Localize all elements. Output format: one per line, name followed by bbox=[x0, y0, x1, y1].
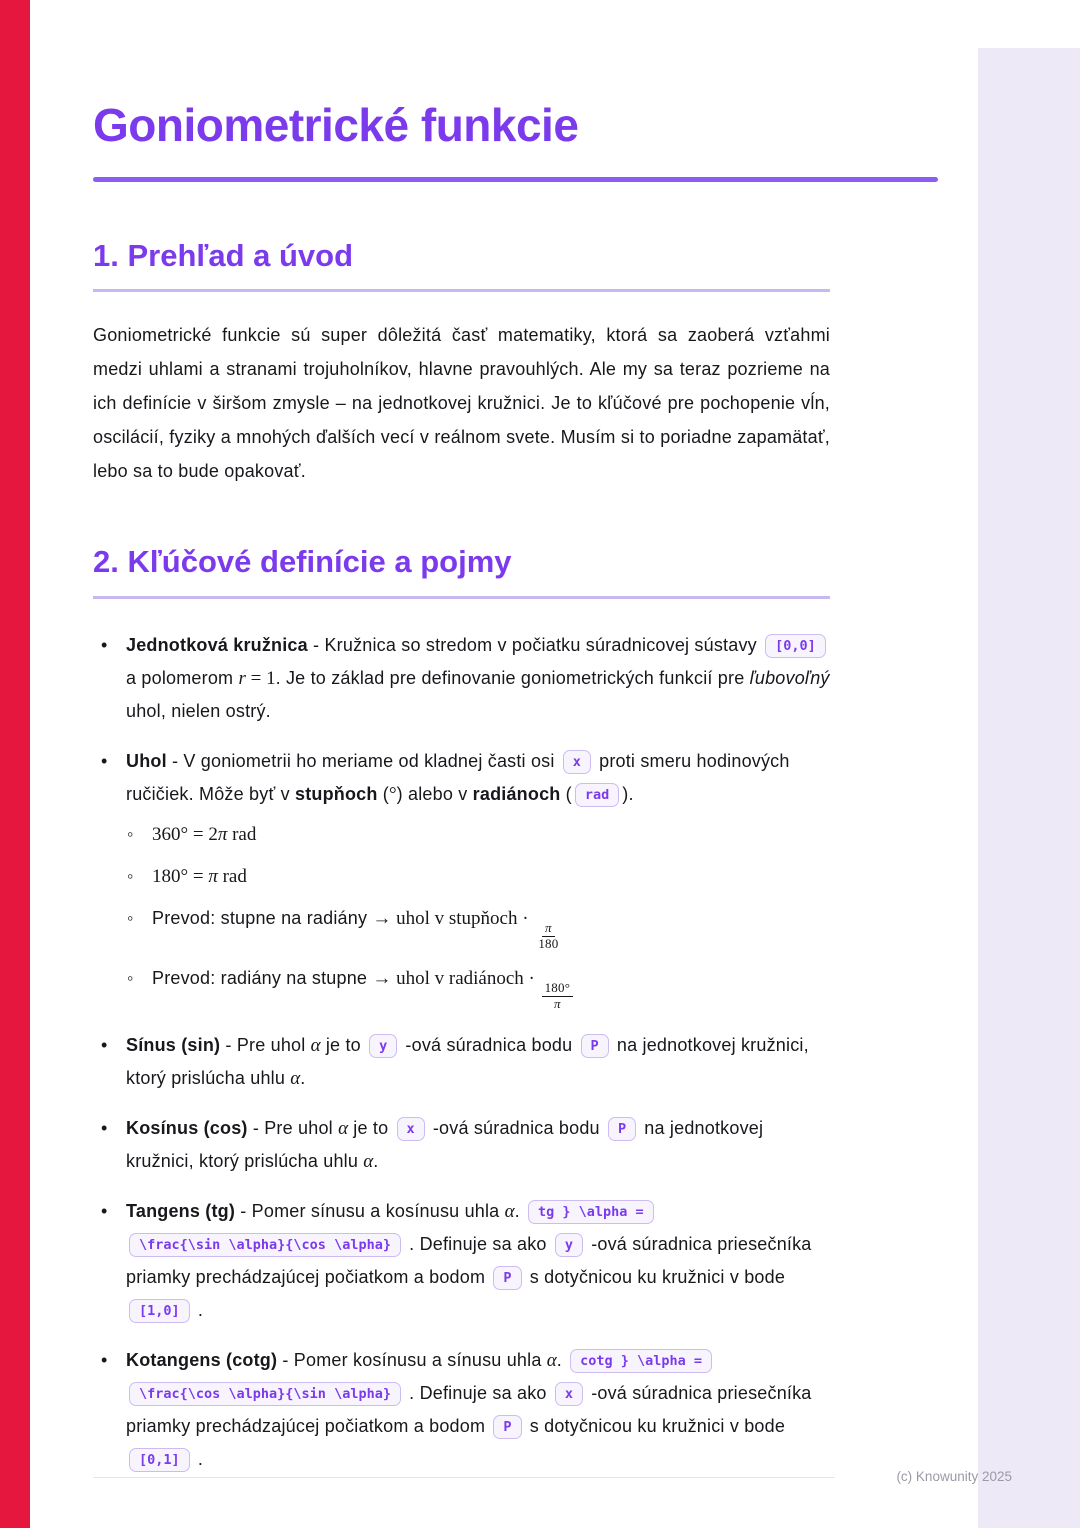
circle-bullet-icon: ◦ bbox=[127, 967, 134, 988]
text-run: - Kružnica so stredom v počiatku súradnicovej sústavy bbox=[307, 634, 763, 655]
list-item-tangens bbox=[93, 1195, 830, 1327]
uhol-sub-list bbox=[126, 819, 830, 1012]
code-chip: P bbox=[608, 1117, 636, 1141]
bold-word: radiánoch bbox=[472, 783, 561, 804]
text-run: ). bbox=[622, 783, 634, 804]
text-run: -ová súradnica bodu bbox=[427, 1117, 605, 1138]
text-run: . bbox=[192, 1448, 204, 1469]
math-text: rad bbox=[217, 865, 247, 887]
text-run: na jednotkovej kružnici, ktorý prislúcha uhlu bbox=[126, 1034, 809, 1088]
code-chip: [0,0] bbox=[765, 634, 826, 658]
list-item-uhol bbox=[93, 745, 830, 1012]
lavender-sidebar-strip bbox=[978, 48, 1080, 1528]
math-text: → uhol v stupňoch · bbox=[372, 907, 534, 929]
document-content bbox=[93, 0, 938, 1493]
term-label: Sínus (sin) bbox=[126, 1034, 221, 1055]
term-label: Uhol bbox=[126, 750, 167, 771]
code-chip: x bbox=[563, 750, 591, 774]
math-var: r bbox=[238, 667, 246, 689]
code-chip: P bbox=[493, 1266, 521, 1290]
code-chip: rad bbox=[575, 783, 619, 807]
code-chip: cotg } \alpha = bbox=[570, 1349, 712, 1373]
text-run: . Je to základ pre definovanie goniometrických funkcií pre bbox=[275, 667, 750, 688]
fraction-denominator: π bbox=[554, 995, 561, 1011]
math-var: α bbox=[363, 1150, 374, 1172]
bullet-icon: • bbox=[101, 1034, 108, 1055]
list-item-kosinus bbox=[93, 1112, 830, 1178]
code-chip: y bbox=[555, 1233, 583, 1257]
math-var: π bbox=[217, 823, 228, 845]
math-text: → uhol v radiánoch · bbox=[372, 967, 540, 989]
term-label: Kosínus (cos) bbox=[126, 1117, 248, 1138]
text-run: . Definuje sa ako bbox=[403, 1233, 552, 1254]
text-run: -ová súradnica priesečníka priamky prechádzajúcej počiatkom a bodom bbox=[126, 1382, 812, 1436]
red-edge-strip bbox=[0, 0, 30, 1528]
footer-divider bbox=[93, 1477, 835, 1478]
code-chip: [1,0] bbox=[129, 1299, 190, 1323]
bullet-icon: • bbox=[101, 750, 108, 771]
math-var: α bbox=[546, 1349, 557, 1371]
circle-bullet-icon: ◦ bbox=[127, 823, 134, 844]
degree-symbol: ° bbox=[389, 783, 397, 805]
fraction-numerator: π bbox=[542, 921, 555, 937]
text-run: . bbox=[300, 1067, 306, 1088]
fraction-denominator: 180 bbox=[538, 935, 559, 951]
math-var: π bbox=[208, 865, 218, 887]
text-run: . bbox=[192, 1299, 204, 1320]
text-run: -ová súradnica priesečníka priamky prechádzajúcej počiatkom a bodom bbox=[126, 1233, 812, 1287]
bullet-icon: • bbox=[101, 1117, 108, 1138]
term-label: Kotangens (cotg) bbox=[126, 1349, 278, 1370]
math-text: = 1 bbox=[245, 667, 276, 689]
text-run: -ová súradnica bodu bbox=[400, 1034, 578, 1055]
copyright-notice: (c) Knowunity 2025 bbox=[896, 1469, 1012, 1484]
text-run: - Pomer kosínusu a sínusu uhla bbox=[277, 1349, 547, 1370]
text-run: - V goniometrii ho meriame od kladnej časti osi bbox=[166, 750, 560, 771]
bullet-icon: • bbox=[101, 1349, 108, 1370]
definitions-list bbox=[93, 629, 830, 1476]
math-var: α bbox=[504, 1200, 515, 1222]
text-run: ) alebo v bbox=[396, 783, 473, 804]
math-text: 360° = 2 bbox=[152, 823, 218, 845]
bullet-icon: • bbox=[101, 634, 108, 655]
intro-paragraph: Goniometrické funkcie sú super dôležitá časť matematiky, ktorá sa zaoberá vzťahmi medzi uhlami a stranami trojuholníkov, hlavne pravouhlých. Ale my sa teraz pozrieme na ich definície v širšom zmysle – na jednotkovej kružnici. Je to kľúčové pre pochopenie vĺn, oscilácií, fyziky a mnohých ďalších vecí v reálnom svete. Musím si to poriadne zapamätať, lebo sa to bude opakovať. bbox=[93, 325, 830, 482]
list-item-kotangens bbox=[93, 1344, 830, 1476]
math-text: 180° = bbox=[152, 865, 209, 887]
code-chip: tg } \alpha = bbox=[528, 1200, 654, 1224]
text-run: s dotyčnicou ku kružnici v bode bbox=[524, 1266, 786, 1287]
math-var: α bbox=[338, 1117, 349, 1139]
text-run: Prevod: stupne na radiány bbox=[152, 907, 373, 928]
text-run: . Definuje sa ako bbox=[403, 1382, 552, 1403]
text-run: - Pre uhol bbox=[220, 1034, 311, 1055]
text-run: je to bbox=[320, 1034, 367, 1055]
code-chip: \frac{\cos \alpha}{\sin \alpha} bbox=[129, 1382, 401, 1406]
italic-word: ľubovoľný bbox=[749, 667, 830, 688]
circle-bullet-icon: ◦ bbox=[127, 907, 134, 928]
text-run: a polomerom bbox=[126, 667, 239, 688]
code-chip: x bbox=[397, 1117, 425, 1141]
list-item-sinus bbox=[93, 1029, 830, 1095]
text-run: s dotyčnicou ku kružnici v bode bbox=[524, 1415, 786, 1436]
text-run: ( bbox=[560, 783, 572, 804]
sub-item-360 bbox=[126, 819, 830, 850]
text-run: . bbox=[373, 1150, 379, 1171]
page-title: Goniometrické funkcie bbox=[93, 99, 579, 151]
text-run: - Pre uhol bbox=[247, 1117, 339, 1138]
term-label: Tangens (tg) bbox=[126, 1200, 236, 1221]
code-chip: y bbox=[369, 1034, 397, 1058]
list-item-jednotkova-kruznica bbox=[93, 629, 830, 728]
text-run: . bbox=[556, 1349, 568, 1370]
bold-word: stupňoch bbox=[295, 783, 378, 804]
term-label: Jednotková kružnica bbox=[126, 634, 308, 655]
sub-item-180 bbox=[126, 861, 830, 892]
text-run: Prevod: radiány na stupne bbox=[152, 967, 373, 988]
code-chip: P bbox=[581, 1034, 609, 1058]
text-run: je to bbox=[348, 1117, 394, 1138]
sub-item-prevod-na-stupne bbox=[126, 963, 830, 1012]
sub-item-prevod-na-radiany bbox=[126, 903, 830, 952]
code-chip: P bbox=[493, 1415, 521, 1439]
section-2-heading: 2. Kľúčové definície a pojmy bbox=[93, 544, 830, 599]
math-var: α bbox=[290, 1067, 301, 1089]
text-run: uhol, nielen ostrý. bbox=[126, 700, 271, 721]
text-run: . bbox=[514, 1200, 525, 1221]
code-chip: x bbox=[555, 1382, 583, 1406]
fraction bbox=[535, 921, 561, 952]
fraction bbox=[542, 981, 574, 1012]
circle-bullet-icon: ◦ bbox=[127, 865, 134, 886]
math-var: α bbox=[310, 1034, 321, 1056]
bullet-icon: • bbox=[101, 1200, 108, 1221]
text-run: ( bbox=[377, 783, 389, 804]
fraction-numerator: 180° bbox=[542, 981, 574, 997]
math-text: rad bbox=[227, 823, 257, 845]
text-run: proti smeru hodinových ručičiek. Môže byť v bbox=[126, 750, 790, 804]
code-chip: [0,1] bbox=[129, 1448, 190, 1472]
section-1-heading: 1. Prehľad a úvod bbox=[93, 238, 830, 293]
text-run: - Pomer sínusu a kosínusu uhla bbox=[235, 1200, 505, 1221]
text-run: na jednotkovej kružnici, ktorý prislúcha uhlu bbox=[126, 1117, 764, 1171]
code-chip: \frac{\sin \alpha}{\cos \alpha} bbox=[129, 1233, 401, 1257]
title-divider bbox=[93, 177, 938, 182]
